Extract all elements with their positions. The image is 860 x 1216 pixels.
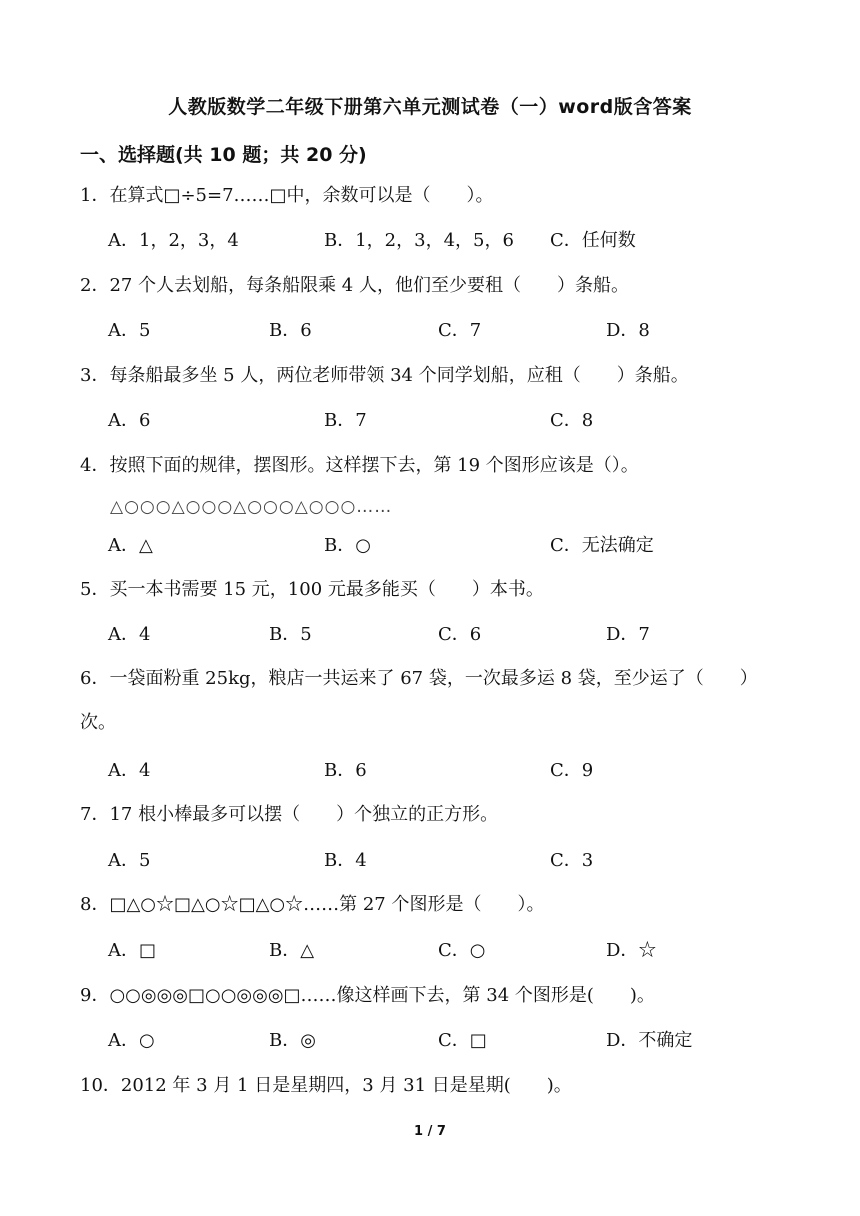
option-a: A．6 — [108, 410, 151, 431]
option-c: C．3 — [550, 850, 594, 871]
option-a: A．5 — [108, 850, 151, 871]
option-b: B．△ — [269, 940, 315, 961]
options-6 — [108, 758, 808, 784]
section-heading: 一、选择题(共 10 题；共 20 分) — [80, 144, 367, 166]
option-a: A．1，2，3，4 — [108, 230, 239, 251]
option-b: B．5 — [269, 624, 312, 645]
option-c: C．○ — [438, 940, 486, 961]
option-c: C．□ — [438, 1030, 487, 1051]
page-number: 1 / 7 — [414, 1124, 446, 1139]
option-a: A．4 — [108, 624, 151, 645]
option-a: A．4 — [108, 760, 151, 781]
options-7 — [108, 848, 808, 874]
option-b: B．4 — [324, 850, 367, 871]
option-a: A．△ — [108, 535, 153, 556]
question-8: 8．□△○☆□△○☆□△○☆……第 27 个图形是（ ）。 — [80, 894, 545, 915]
question-9: 9．○○◎◎◎□○○◎◎◎□……像这样画下去，第 34 个图形是( )。 — [80, 985, 655, 1006]
options-1 — [108, 228, 808, 254]
option-a: A．□ — [108, 940, 157, 961]
options-3 — [108, 408, 808, 434]
option-c: C．6 — [438, 624, 482, 645]
option-d: D．7 — [606, 624, 650, 645]
option-c: C．8 — [550, 410, 594, 431]
shape-sequence: △○○○△○○○△○○○△○○○…… — [110, 497, 393, 517]
question-10: 10．2012 年 3 月 1 日是星期四，3 月 31 日是星期( )。 — [80, 1075, 572, 1096]
options-5 — [108, 622, 808, 648]
option-a: A．○ — [108, 1030, 155, 1051]
options-8 — [108, 938, 808, 964]
option-a: A．5 — [108, 320, 151, 341]
question-3: 3．每条船最多坐 5 人，两位老师带领 34 个同学划船，应租（ ）条船。 — [80, 365, 689, 386]
option-d: D．不确定 — [606, 1030, 693, 1051]
options-4 — [108, 533, 808, 559]
question-6: 6．一袋面粉重 25kg，粮店一共运来了 67 袋，一次最多运 8 袋，至少运了（ ）次。 — [80, 668, 758, 733]
option-b: B．6 — [269, 320, 312, 341]
option-c: C．7 — [438, 320, 482, 341]
option-c: C．无法确定 — [550, 535, 654, 556]
option-c: C．任何数 — [550, 230, 636, 251]
question-1: 1．在算式□÷5=7……□中，余数可以是（ ）。 — [80, 185, 494, 206]
option-b: B．7 — [324, 410, 367, 431]
options-9 — [108, 1028, 808, 1054]
option-d: D．8 — [606, 320, 650, 341]
document-title: 人教版数学二年级下册第六单元测试卷（一）word版含答案 — [168, 96, 692, 118]
question-5: 5．买一本书需要 15 元，100 元最多能买（ ）本书。 — [80, 579, 544, 600]
option-b: B．6 — [324, 760, 367, 781]
options-2 — [108, 318, 808, 344]
question-2: 2．27 个人去划船，每条船限乘 4 人，他们至少要租（ ）条船。 — [80, 275, 629, 296]
question-7: 7．17 根小棒最多可以摆（ ）个独立的正方形。 — [80, 804, 499, 825]
option-d: D．☆ — [606, 940, 657, 961]
option-b: B．1，2，3，4，5，6 — [324, 230, 514, 251]
option-b: B．○ — [324, 535, 371, 556]
option-c: C．9 — [550, 760, 594, 781]
option-b: B．◎ — [269, 1030, 316, 1051]
question-4: 4．按照下面的规律，摆图形。这样摆下去，第 19 个图形应该是（）。 — [80, 455, 639, 476]
